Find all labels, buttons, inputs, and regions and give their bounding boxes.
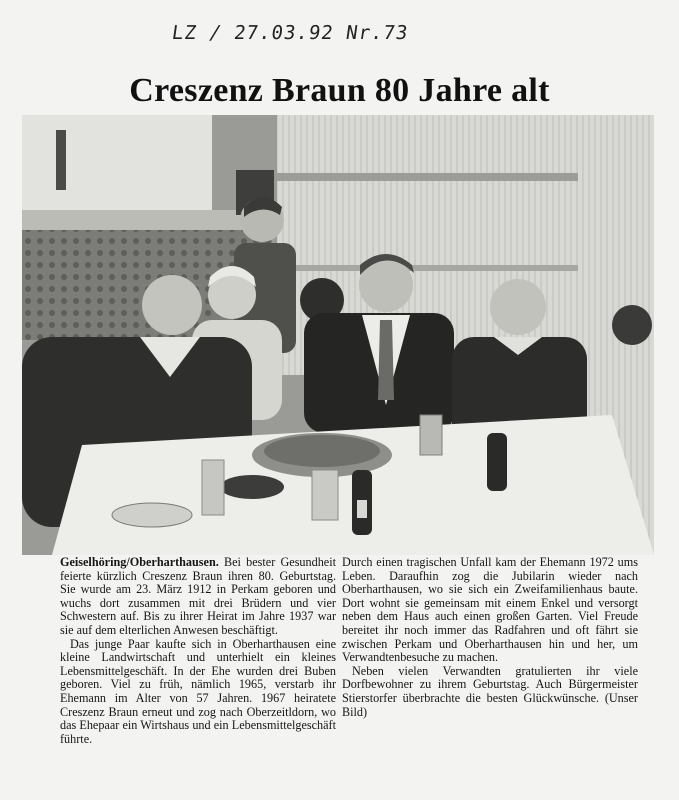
news-photo [22,115,654,555]
paragraph: Das junge Paar kaufte sich in Oberharthausen eine kleine Landwirtschaft und unterhielt ein kleines Lebensmittelgeschäft. In der Ehe wurden drei Buben geboren. Viel zu früh, nämlich 1965, verstarb ihr Ehemann im Alter von 57 Jahren. 1967 heiratete Creszenz Braun erneut und zog nach Oberzeitldorn, wo das Ehepaar ein Wirtshaus und ein Lebensmittelgeschäft führte. [60,636,336,746]
article-column-2 [342,556,638,719]
photo-icon [22,115,654,555]
headline: Creszenz Braun 80 Jahre alt [129,72,550,109]
handwritten-note: LZ / 27.03.92 Nr.73 [170,22,410,44]
paragraph [60,556,336,638]
paragraph-text: Bei bester Gesundheit feierte kürzlich Creszenz Braun ihren 80. Geburtstag. Sie wurde am 23. März 1912 in Perkam geboren und wuchs dort zusammen mit drei Brüdern und vier Schwestern auf. Bis zu ihrer Heirat im Jahre 1937 war sie auf dem elterlichen Anwesen beschäftigt. [60,555,336,637]
dateline: Geiselhöring/Oberharthausen. [60,555,219,569]
paragraph: Durch einen tragischen Unfall kam der Ehemann 1972 ums Leben. Daraufhin zog die Jubilarin wieder nach Oberharthausen, wo sie sich ein Zweifamilienhaus baute. Dort wohnt sie gemeinsam mit einem Enkel und versorgt neben dem Haus auch einen großen Garten. Viel Freude bereitet ihr noch immer das Radfahren und oft fährt sie zwischen Perkam und Oberharthausen hin und her, um Verwandtenbesuche zu machen. [342,555,638,665]
article-column-1 [60,556,336,746]
paragraph: Neben vielen Verwandten gratulierten ihr viele Dorfbewohner zu ihrem Geburtstag. Auch Bürgermeister Stierstorfer überbrachte die besten Glückwünsche. (Unser Bild) [342,663,638,719]
